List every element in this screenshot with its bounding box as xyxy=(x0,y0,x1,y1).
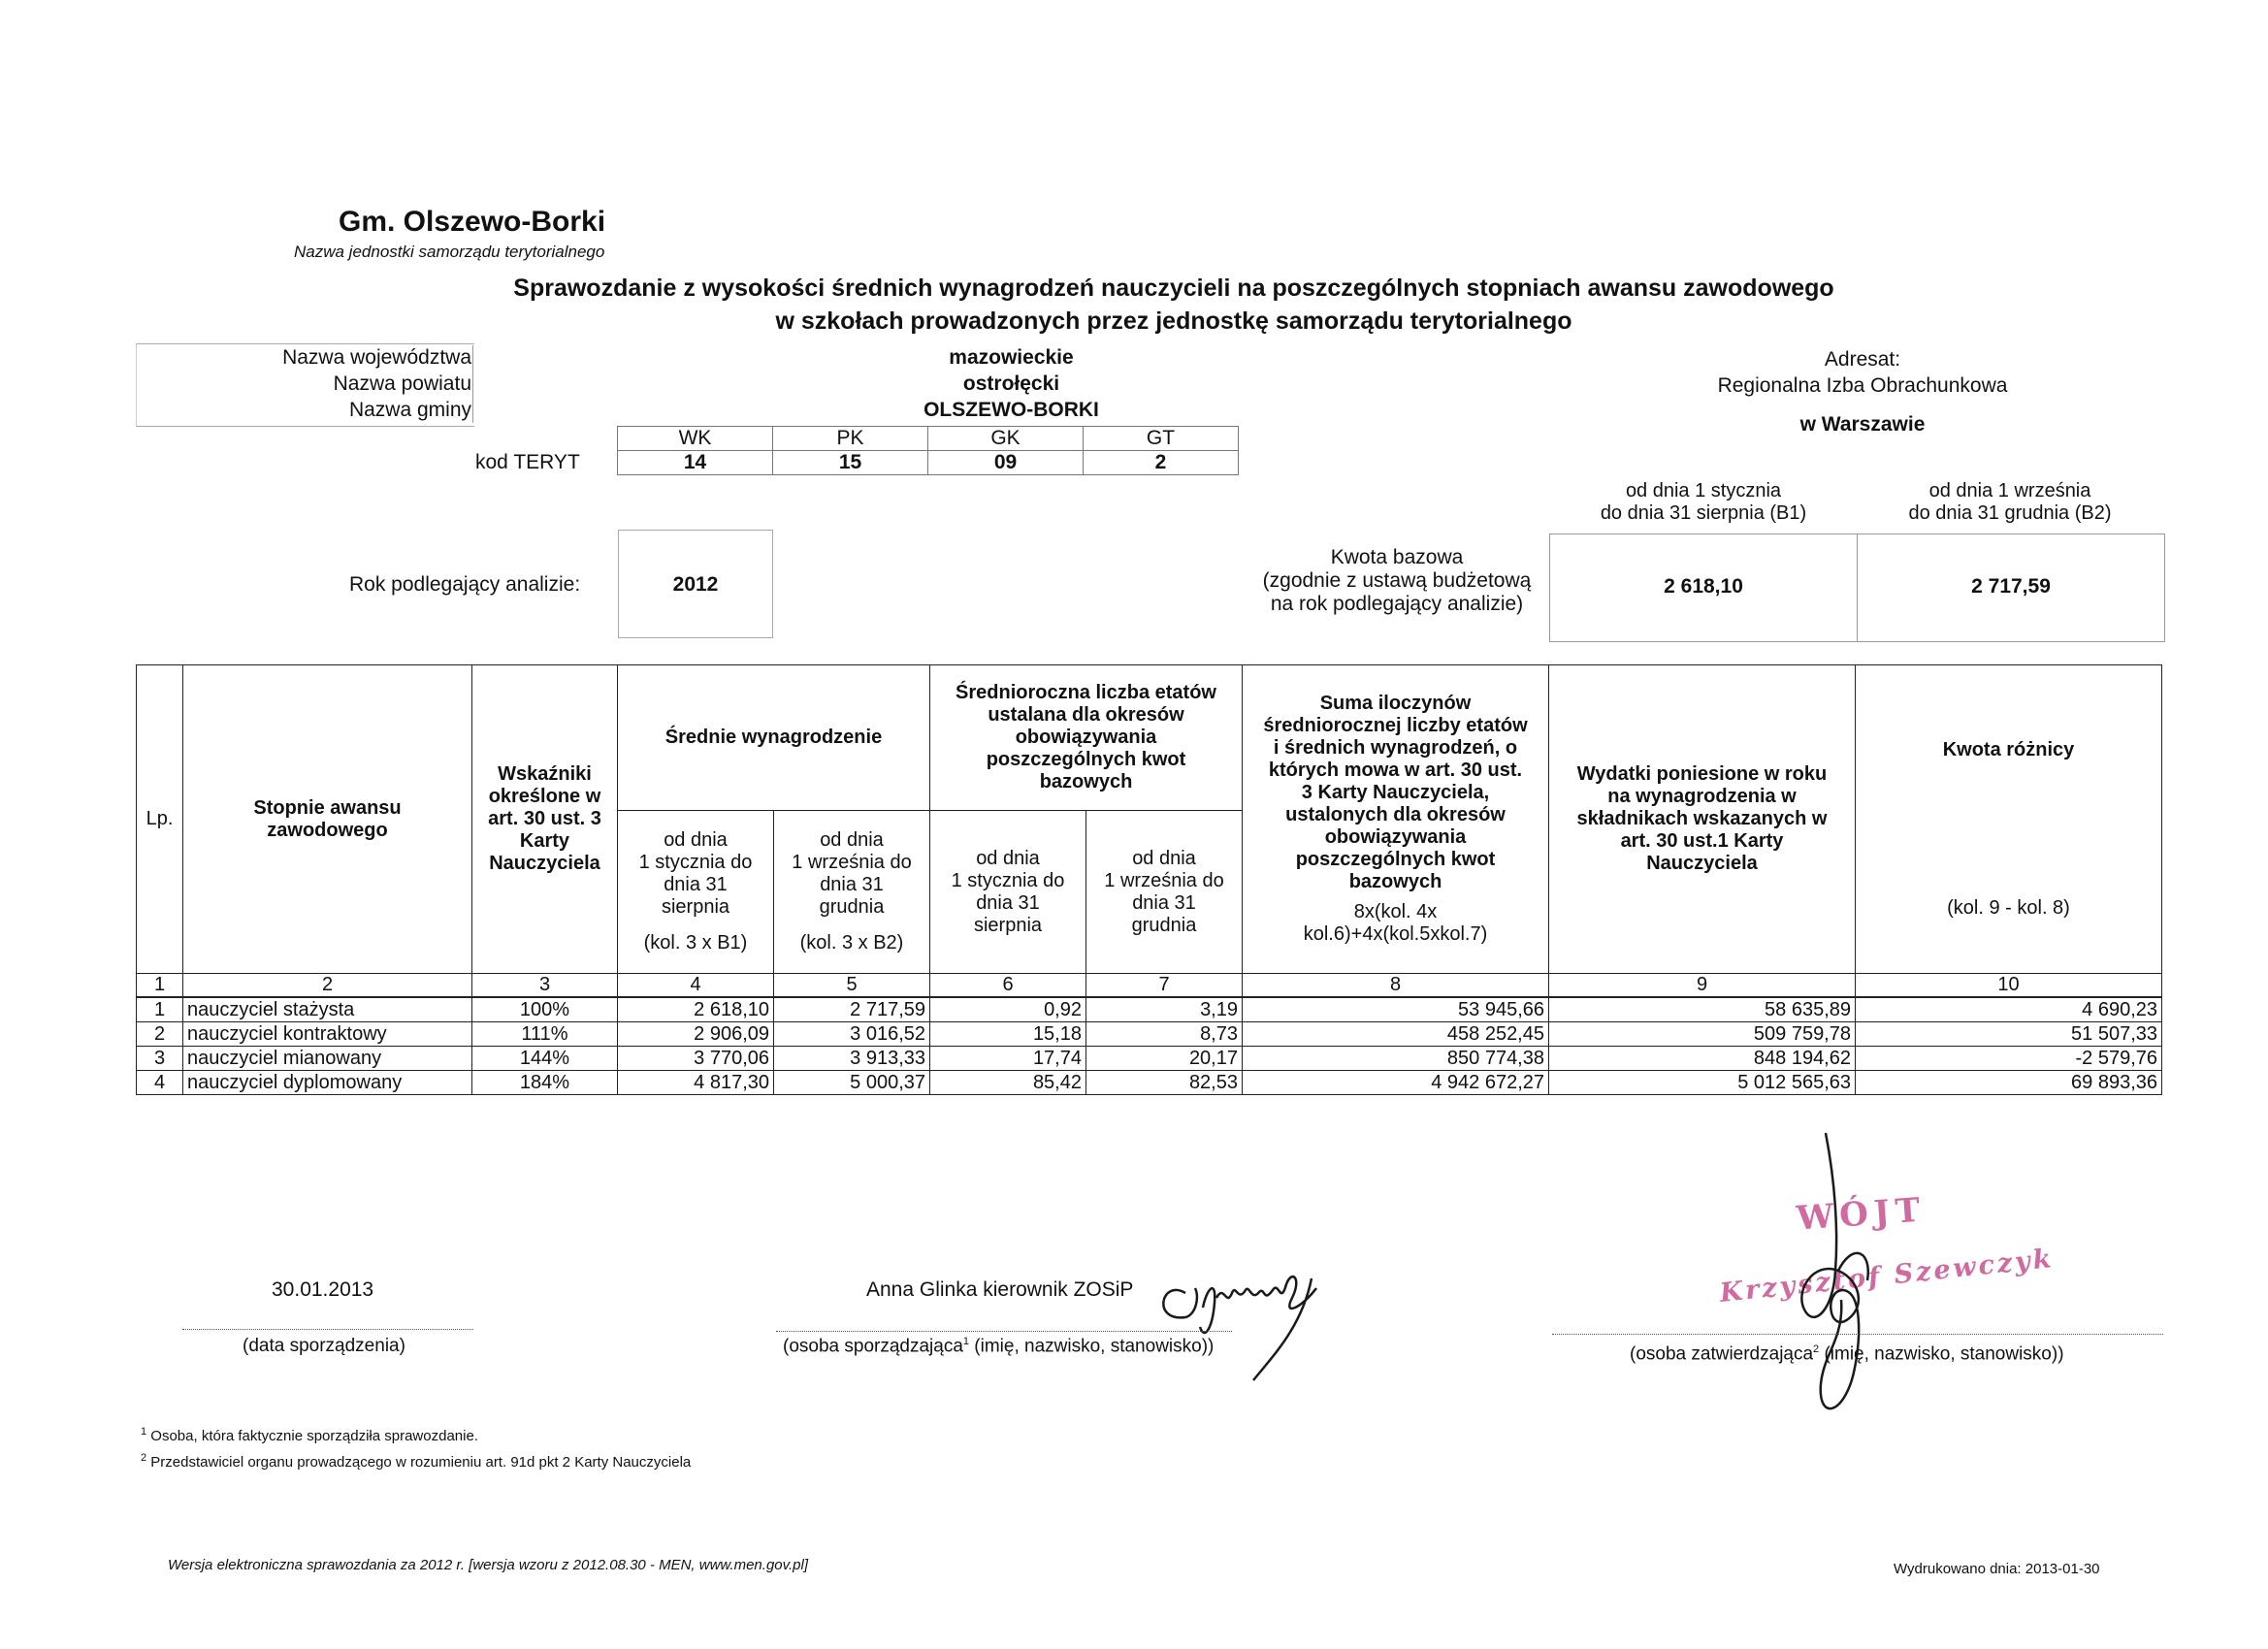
period-b1-heading: od dnia 1 stycznia do dnia 31 sierpnia (B1) xyxy=(1600,480,1807,524)
preparer-signature xyxy=(1156,1249,1341,1385)
version-note: Wersja elektroniczna sprawozdania za 2012 r. [wersja wzoru z 2012.08.30 - MEN, www.men.gov.pl] xyxy=(168,1557,809,1573)
cell-avg-b1: 4 817,30 xyxy=(618,1071,774,1095)
region-divider xyxy=(472,345,473,423)
header-avg-b2-text: od dnia 1 września do dnia 31 grudnia xyxy=(792,829,912,918)
year-value: 2012 xyxy=(672,573,719,596)
cell-lp: 2 xyxy=(137,1022,183,1047)
preparer-signature-line xyxy=(776,1331,1232,1332)
approver-caption xyxy=(1630,1343,2064,1365)
unit-caption: Nazwa jednostki samorządu terytorialnego xyxy=(294,242,605,261)
cell-grade: nauczyciel stażysta xyxy=(183,997,472,1022)
commune-value: OLSZEWO-BORKI xyxy=(923,399,1099,421)
header-avg-b1-formula: (kol. 3 x B1) xyxy=(643,932,748,954)
voivodeship-value: mazowieckie xyxy=(949,346,1074,369)
col-number: 8 xyxy=(1243,974,1549,998)
header-diff xyxy=(1856,665,2162,974)
stamp-name: Krzysztof Szewczyk xyxy=(1718,1243,2056,1310)
cell-sum: 53 945,66 xyxy=(1243,997,1549,1022)
teryt-value-wk: 14 xyxy=(618,451,773,475)
footnote-2-text: Przedstawiciel organu prowadzącego w rozumieniu art. 91d pkt 2 Karty Nauczyciela xyxy=(150,1454,692,1471)
teryt-label: kod TERYT xyxy=(475,451,580,473)
voivodeship-label: Nazwa województwa xyxy=(282,346,471,369)
footnote-1-text: Osoba, która faktycznie sporządziła sprawozdanie. xyxy=(150,1428,478,1444)
cell-avg-b1: 3 770,06 xyxy=(618,1047,774,1071)
teryt-table xyxy=(617,426,1239,475)
footnote-1 xyxy=(141,1426,478,1444)
col-number: 7 xyxy=(1086,974,1243,998)
commune-label: Nazwa gminy xyxy=(348,399,471,421)
col-number: 10 xyxy=(1856,974,2162,998)
cell-sum: 850 774,38 xyxy=(1243,1047,1549,1071)
cell-avg-b2: 3 913,33 xyxy=(774,1047,930,1071)
preparer-name: Anna Glinka kierownik ZOSiP xyxy=(866,1278,1134,1301)
header-sum-formula: 8x(kol. 4x kol.6)+4x(kol.5xkol.7) xyxy=(1303,901,1488,945)
approver-signature xyxy=(1746,1125,1901,1416)
addressee-label: Adresat: xyxy=(1824,348,1901,371)
cell-index: 144% xyxy=(472,1047,618,1071)
date-caption: (data sporządzenia) xyxy=(243,1336,405,1356)
addressee-line2: w Warszawie xyxy=(1799,413,1926,436)
header-fte-b2: od dnia 1 września do dnia 31 grudnia xyxy=(1086,811,1243,974)
cell-avg-b1: 2 906,09 xyxy=(618,1022,774,1047)
footnote-2 xyxy=(141,1452,691,1471)
footnote-1-mark: 1 xyxy=(141,1426,147,1438)
header-diff-text: Kwota różnicy xyxy=(1942,738,2075,760)
cell-grade: nauczyciel dyplomowany xyxy=(183,1071,472,1095)
col-number: 6 xyxy=(930,974,1086,998)
preparer-caption-main: (osoba sporządzająca xyxy=(783,1336,963,1357)
col-number: 4 xyxy=(618,974,774,998)
county-value: ostrołęcki xyxy=(962,372,1060,395)
col-number: 1 xyxy=(137,974,183,998)
col-number: 2 xyxy=(183,974,472,998)
teryt-header-gt: GT xyxy=(1084,427,1239,451)
cell-sum: 458 252,45 xyxy=(1243,1022,1549,1047)
approver-caption-rest: (imię, nazwisko, stanowisko)) xyxy=(1819,1343,2064,1365)
year-label: Rok podlegający analizie: xyxy=(349,573,581,596)
teryt-header-gk: GK xyxy=(928,427,1084,451)
cell-fte-b2: 20,17 xyxy=(1086,1047,1243,1071)
cell-avg-b2: 5 000,37 xyxy=(774,1071,930,1095)
salary-table xyxy=(136,664,2162,1095)
table-row xyxy=(137,1022,2162,1047)
header-avg-b2 xyxy=(774,811,930,974)
year-box xyxy=(618,530,773,638)
header-sum xyxy=(1243,665,1549,974)
addressee-line1: Regionalna Izba Obrachunkowa xyxy=(1717,374,2008,397)
table-row xyxy=(137,1047,2162,1071)
footnote-2-mark: 2 xyxy=(141,1452,147,1464)
footnote-ref-2: 2 xyxy=(1813,1343,1820,1355)
date-signature-line xyxy=(182,1329,473,1330)
cell-index: 111% xyxy=(472,1022,618,1047)
cell-fte-b1: 85,42 xyxy=(930,1071,1086,1095)
header-lp: Lp. xyxy=(137,665,183,974)
cell-spend: 5 012 565,63 xyxy=(1549,1071,1856,1095)
header-avg-salary: Średnie wynagrodzenie xyxy=(618,665,930,811)
base-amount-box xyxy=(1549,534,2165,642)
cell-lp: 3 xyxy=(137,1047,183,1071)
cell-fte-b1: 0,92 xyxy=(930,997,1086,1022)
teryt-header-pk: PK xyxy=(773,427,928,451)
cell-avg-b2: 2 717,59 xyxy=(774,997,930,1022)
cell-spend: 848 194,62 xyxy=(1549,1047,1856,1071)
cell-sum: 4 942 672,27 xyxy=(1243,1071,1549,1095)
cell-fte-b2: 82,53 xyxy=(1086,1071,1243,1095)
cell-index: 184% xyxy=(472,1071,618,1095)
header-index: Wskaźniki określone w art. 30 ust. 3 Karty Nauczyciela xyxy=(472,665,618,974)
cell-spend: 509 759,78 xyxy=(1549,1022,1856,1047)
teryt-header-wk: WK xyxy=(618,427,773,451)
teryt-value-pk: 15 xyxy=(773,451,928,475)
teryt-value-gt: 2 xyxy=(1084,451,1239,475)
cell-index: 100% xyxy=(472,997,618,1022)
cell-grade: nauczyciel kontraktowy xyxy=(183,1022,472,1047)
approver-signature-line xyxy=(1552,1334,2163,1335)
cell-fte-b2: 3,19 xyxy=(1086,997,1243,1022)
cell-fte-b1: 17,74 xyxy=(930,1047,1086,1071)
cell-fte-b2: 8,73 xyxy=(1086,1022,1243,1047)
table-row xyxy=(137,997,2162,1022)
teryt-value-gk: 09 xyxy=(928,451,1084,475)
printed-date: Wydrukowano dnia: 2013-01-30 xyxy=(1894,1561,2100,1577)
base-b1-value: 2 618,10 xyxy=(1664,575,1743,598)
report-title-line1: Sprawozdanie z wysokości średnich wynagrodzeń nauczycieli na poszczególnych stopniach awansu zawodowego xyxy=(513,275,1834,302)
base-amount-label: Kwota bazowa (zgodnie z ustawą budżetową na rok podlegający analizie) xyxy=(1262,546,1532,615)
header-avg-b2-formula: (kol. 3 x B2) xyxy=(799,932,904,954)
report-date: 30.01.2013 xyxy=(272,1278,374,1301)
cell-fte-b1: 15,18 xyxy=(930,1022,1086,1047)
col-number: 5 xyxy=(774,974,930,998)
footnote-ref-1: 1 xyxy=(962,1336,970,1347)
cell-diff: 4 690,23 xyxy=(1856,997,2162,1022)
report-title-line2: w szkołach prowadzonych przez jednostkę samorządu terytorialnego xyxy=(775,307,1572,335)
cell-diff: -2 579,76 xyxy=(1856,1047,2162,1071)
approver-caption-main: (osoba zatwierdzająca xyxy=(1630,1343,1814,1365)
header-fte: Średnioroczna liczba etatów ustalana dla okresów obowiązywania poszczególnych kwot bazowych xyxy=(930,665,1243,811)
header-fte-b1: od dnia 1 stycznia do dnia 31 sierpnia xyxy=(930,811,1086,974)
cell-diff: 69 893,36 xyxy=(1856,1071,2162,1095)
cell-diff: 51 507,33 xyxy=(1856,1022,2162,1047)
table-row xyxy=(137,1071,2162,1095)
cell-avg-b2: 3 016,52 xyxy=(774,1022,930,1047)
cell-grade: nauczyciel mianowany xyxy=(183,1047,472,1071)
cell-avg-b1: 2 618,10 xyxy=(618,997,774,1022)
preparer-caption-rest: (imię, nazwisko, stanowisko)) xyxy=(969,1336,1215,1357)
period-b2-heading: od dnia 1 września do dnia 31 grudnia (B2) xyxy=(1908,480,2112,524)
header-grade: Stopnie awansu zawodowego xyxy=(183,665,472,974)
preparer-caption xyxy=(783,1336,1214,1357)
stamp-title: WÓJT xyxy=(1795,1190,1928,1239)
cell-lp: 4 xyxy=(137,1071,183,1095)
header-sum-text: Suma iloczynów średniorocznej liczby etatów i średnich wynagrodzeń, o których mowa w art. 30 ust. 3 Karty Nauczyciela, ustalonych dla okresów obowiązywania poszczególnych kwot bazowych xyxy=(1263,693,1528,892)
col-number: 9 xyxy=(1549,974,1856,998)
col-number: 3 xyxy=(472,974,618,998)
header-avg-b1 xyxy=(618,811,774,974)
header-spend: Wydatki poniesione w roku na wynagrodzenia w składnikach wskazanych w art. 30 ust.1 Karty Nauczyciela xyxy=(1549,665,1856,974)
county-label: Nazwa powiatu xyxy=(333,372,471,395)
header-diff-formula: (kol. 9 - kol. 8) xyxy=(1947,896,2070,919)
base-b2-value: 2 717,59 xyxy=(1971,575,2051,598)
cell-lp: 1 xyxy=(137,997,183,1022)
unit-name: Gm. Olszewo-Borki xyxy=(339,206,606,238)
cell-spend: 58 635,89 xyxy=(1549,997,1856,1022)
header-avg-b1-text: od dnia 1 stycznia do dnia 31 sierpnia xyxy=(638,829,753,918)
column-number-row xyxy=(137,974,2162,998)
